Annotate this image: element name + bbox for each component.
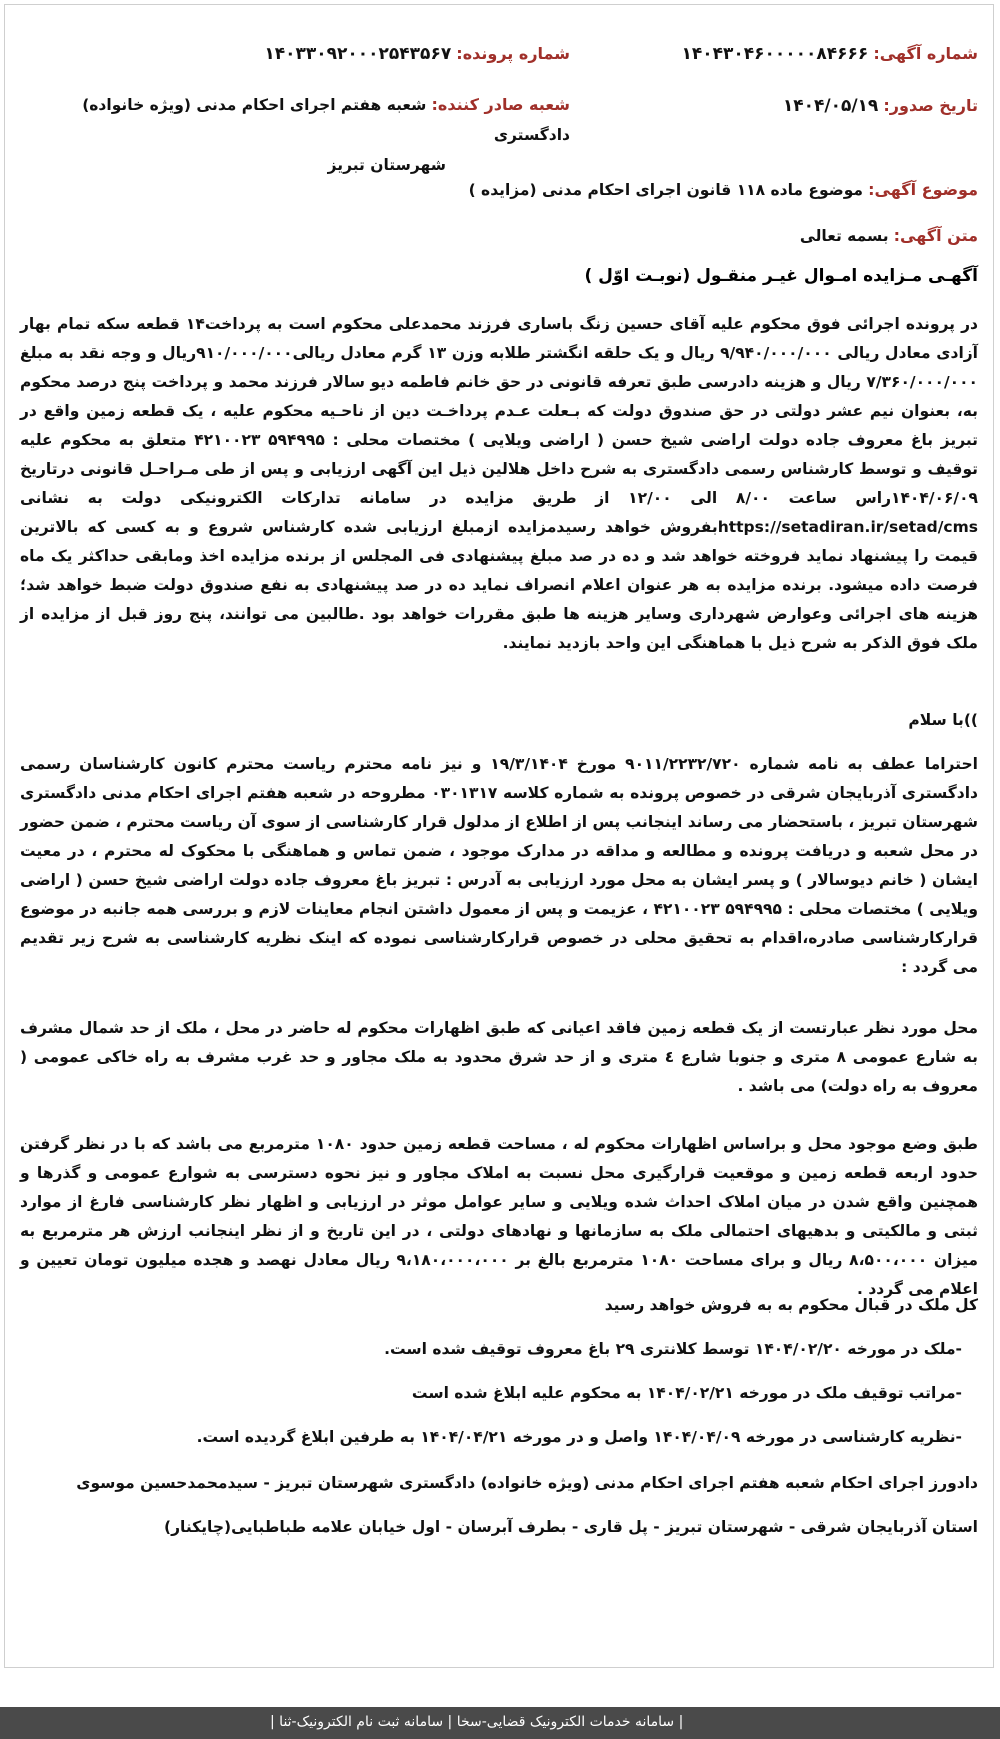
greeting: ))با سلام	[908, 711, 978, 729]
footer-separator: |	[270, 1714, 275, 1730]
body-intro-row	[78, 226, 978, 245]
subject-value: موضوع ماده ۱۱۸ قانون اجرای احکام مدنی (مزایده )	[468, 181, 864, 199]
line-bailiff: دادورز اجرای احکام شعبه هفتم اجرای احکام مدنی (ویژه خانواده) دادگستری شهرستان تبریز - سیدمحمدحسین موسوی	[76, 1474, 978, 1492]
footer-link-sakha[interactable]: سامانه خدمات الکترونیک قضایی-سخا	[456, 1714, 675, 1730]
footer-bar	[0, 1707, 1000, 1739]
announcement-title: آگهـی مـزایده امـوال غیـر منقـول (نوبـت اوّل )	[584, 266, 978, 286]
footer-link-sana[interactable]: سامانه ثبت نام الکترونیک-ثنا	[279, 1714, 444, 1730]
footer-separator: |	[678, 1714, 684, 1730]
issuing-branch-line1: شعبه هفتم اجرای احکام مدنی (ویژه خانواده) دادگستری	[82, 96, 570, 144]
issue-date-row	[678, 96, 978, 116]
case-number-row	[170, 44, 570, 64]
footer-separator: |	[447, 1714, 453, 1730]
line-sale-note: کل ملک در قبال محکوم به به فروش خواهد رسید	[604, 1296, 978, 1314]
notice-number-label: شماره آگهی:	[873, 44, 978, 63]
line-seizure-notice: -مراتب توقیف ملک در مورخه ۱۴۰۴/۰۲/۲۱ به محکوم علیه ابلاغ شده است	[411, 1384, 962, 1402]
case-number-label: شماره پرونده:	[456, 44, 570, 63]
notice-number-row	[678, 44, 978, 64]
subject-row	[78, 180, 978, 199]
case-number: ۱۴۰۳۳۰۹۲۰۰۰۲۵۴۳۵۶۷	[264, 44, 452, 64]
line-expert-opinion: -نظریه کارشناسی در مورخه ۱۴۰۴/۰۴/۰۹ واصل و در مورخه ۱۴۰۴/۰۴/۲۱ به طرفین ابلاغ گردیده است.	[196, 1428, 962, 1446]
body-intro-value: بسمه تعالی	[799, 227, 889, 245]
subject-label: موضوع آگهی:	[868, 180, 978, 199]
issuing-branch	[50, 90, 570, 180]
issuing-branch-label: شعبه صادر کننده:	[431, 95, 570, 114]
issuing-branch-line2: شهرستان تبریز	[327, 156, 446, 174]
line-seizure: -ملک در مورخه ۱۴۰۴/۰۲/۲۰ توسط کلانتری ۲۹ باغ معروف توقیف شده است.	[384, 1340, 962, 1358]
paragraph-auction-details: در پرونده اجرائی فوق محکوم علیه آقای حسین زنگ باساری فرزند محمدعلی محکوم است به پرداخت۱۴ قطعه سکه تمام بهار آزادی معادل ریالی ۹/۹۴۰/۰۰۰/۰۰۰ ریال و یک حلقه انگشتر طلابه وزن ۱۳ گرم معادل ریالی۹۱۰/۰۰۰/۰۰۰ریال و وجه نقد به مبلغ ۷/۳۶۰/۰۰۰/۰۰۰ ریال و هزینه دادرسی طبق تعرفه قانونی در حق خانم فاطمه دیو سالار فرزند محمد و پرداخت پنج درصد محکوم به، بعنوان نیم عشر دولتی در حق صندوق دولت که بـعلت عـدم پرداخـت دین از ناحـیه محکوم علیه ، یک قطعه زمین واقع در تبریز باغ معروف جاده دولت اراضی شیخ حسن ( اراضی ویلایی ) مختصات محلی : ۵۹۴۹۹۵ ۴۲۱۰۰۲۳ متعلق به محکوم علیه توقیف و توسط کارشناس رسمی دادگستری به شرح داخل هلالین ذیل این آگهی ارزیابی و پس از طی مـراحـل قانونی درتاریخ ۱۴۰۴/۰۶/۰۹راس ساعت ۸/۰۰ الی ۱۲/۰۰ از طریق مزایده در سامانه تدارکات الکترونیکی دولت به نشانی https://setadiran.ir/setad/cmsبفروش خواهد رسیدمزایده ازمبلغ ارزیابی شده کارشناس شروع و به کسی که بالاترین قیمت را پیشنهاد نماید فروخته خواهد شد و ده در صد مبلغ پیشنهادی فی المجلس از برنده مزایده اخذ ومابقی حداکثر یک ماه فرصت داده میشود. برنده مزایده به هر عنوان اعلام انصراف نماید ده در صد پیشنهادی به نفع صندوق دولت ضبط خواهد شد؛ هزینه های اجرائی وعوارض شهرداری وسایر هزینه ها طبق مقررات خواهد بود .طالبین می توانند، پنج روز قبل از مزایده از ملک فوق الذکر به شرح ذیل با هماهنگی این واحد بازدید نمایند.	[20, 315, 979, 652]
issue-date: ۱۴۰۴/۰۵/۱۹	[782, 96, 879, 116]
paragraph-property-boundaries: محل مورد نظر عبارتست از یک قطعه زمین فاقد اعیانی که طبق اظهارات محکوم له حاضر در محل ، ملک از حد شمال مشرف به شارع عمومی ۸ متری و جنوبا شارع ٤ متری و از حد شرق محدود به ملک مجاور و حد غرب مشرف به راه خاکی عمومی ( معروف به راه دولت) می باشد .	[20, 1019, 978, 1095]
issue-date-label: تاریخ صدور:	[883, 96, 978, 115]
body-label: متن آگهی:	[893, 226, 978, 245]
paragraph-valuation: طبق وضع موجود محل و براساس اظهارات محکوم له ، مساحت قطعه زمین حدود ۱۰۸۰ مترمربع می باشد که با در نظر گرفتن حدود اربعه قطعه زمین و موقعیت قرارگیری محل نسبت به املاک مجاور و نیز نحوه دسترسی به شوارع عمومی و گذرها و همچنین واقع شدن در میان املاک احداث شده ویلایی و سایر عوامل موثر در ارزیابی و اظهار نظر کارشناسی فارغ از موارد ثبتی و مالکیتی و بدهیهای احتمالی ملک به سازمانها و نهادهای دولتی ، در این تاریخ و از نظر اینجانب ارزش هر مترمربع به میزان ۸،۵۰۰،۰۰۰ ریال و برای مساحت ۱۰۸۰ مترمربع بالغ بر ۹،۱۸۰،۰۰۰،۰۰۰ ریال معادل نهصد و هجده میلیون تومان تعیین و اعلام می گردد .	[20, 1135, 978, 1298]
notice-number: ۱۴۰۴۳۰۴۶۰۰۰۰۰۸۴۶۶۶	[681, 44, 869, 64]
paragraph-expert-intro: احتراما عطف به نامه شماره ۹۰۱۱/۲۲۳۲/۷۲۰ مورخ ۱۹/۳/۱۴۰۴ و نیز نامه محترم ریاست محترم کانون کارشناسان رسمی دادگستری آذربایجان شرقی در خصوص پرونده به شماره کلاسه ۰۳۰۱۳۱۷ مطروحه در شعبه هفتم اجرای احکام مدنی دادگستری شهرستان تبریز ، باستحضار می رساند اینجانب پس از اطلاع از مدلول قرار کارشناسی از سوی آن ریاست محترم ، ضمن حضور در محل شعبه و دریافت پرونده و مطالعه و مداقه در مدارک موجود ، ضمن تماس و هماهنگی با محکوک له محترم ، در معیت ایشان ( خانم دیوسالار ) و پسر ایشان به محل مورد ارزیابی به آدرس : تبریز باغ معروف جاده دولت اراضی شیخ حسن ( اراضی ویلایی ) مختصات محلی : ۵۹۴۹۹۵ ۴۲۱۰۰۲۳ ، عزیمت و پس از معمول داشتن انجام معاینات لازم و بررسی همه جانبه در موضوع قرارکارشناسی صادره،اقدام به تحقیق محلی در خصوص قرارکارشناسی نموده که اینک نظریه کارشناسی به شرح زیر تقدیم می گردد :	[20, 755, 978, 976]
footer-links	[270, 1714, 683, 1730]
line-address: استان آذربایجان شرقی - شهرستان تبریز - پل قاری - بطرف آبرسان - اول خیابان علامه طباطبایی(چایکنار)	[164, 1518, 978, 1536]
